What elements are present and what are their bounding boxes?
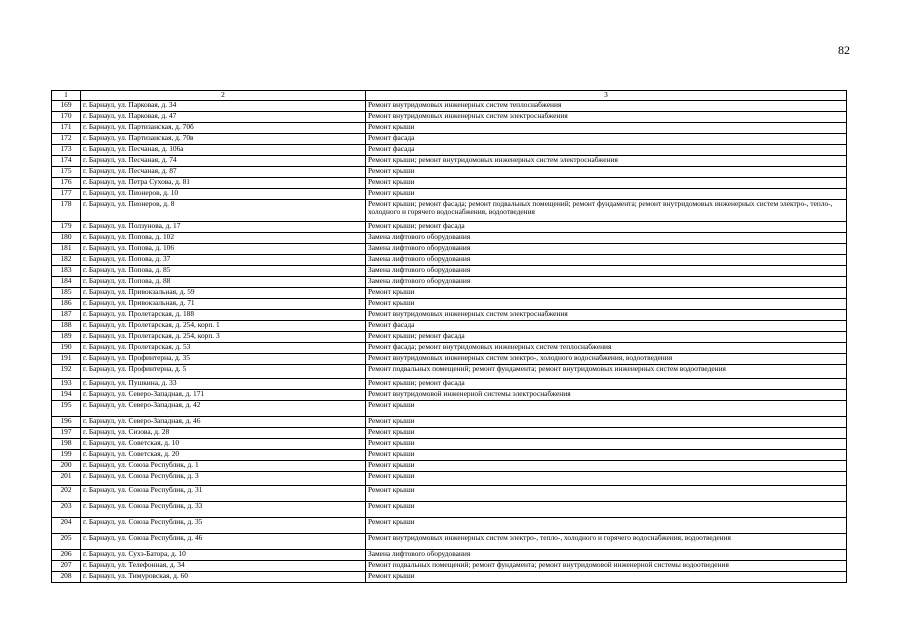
row-work-type: Ремонт крыши: [366, 416, 847, 427]
row-work-type: Ремонт крыши: [366, 177, 847, 188]
row-work-type: Ремонт крыши: [366, 485, 847, 501]
row-address: г. Барнаул, ул. Привокзальная, д. 71: [81, 298, 366, 309]
table-row: [52, 438, 847, 449]
header-col-3: 3: [366, 91, 847, 101]
row-number: 175: [52, 166, 81, 177]
table-row: [52, 155, 847, 166]
table-row: [52, 331, 847, 342]
row-address: г. Барнаул, ул. Пушкина, д. 33: [81, 378, 366, 389]
row-number: 206: [52, 549, 81, 560]
row-number: 181: [52, 243, 81, 254]
row-address: г. Барнаул, ул. Попова, д. 88: [81, 276, 366, 287]
row-work-type: Ремонт внутридомовой инженерной системы электроснабжения: [366, 389, 847, 400]
row-number: 179: [52, 221, 81, 232]
row-address: г. Барнаул, ул. Союза Республик, д. 35: [81, 517, 366, 533]
repair-registry-table: [51, 90, 847, 583]
row-number: 200: [52, 460, 81, 471]
row-number: 178: [52, 199, 81, 221]
row-number: 182: [52, 254, 81, 265]
row-number: 191: [52, 353, 81, 364]
row-address: г. Барнаул, ул. Пролетарская, д. 53: [81, 342, 366, 353]
row-address: г. Барнаул, ул. Союза Республик, д. 33: [81, 501, 366, 517]
row-number: 184: [52, 276, 81, 287]
table-body: [52, 100, 847, 582]
row-number: 185: [52, 287, 81, 298]
table-row: [52, 177, 847, 188]
row-work-type: Ремонт крыши: [366, 449, 847, 460]
row-address: г. Барнаул, ул. Попова, д. 106: [81, 243, 366, 254]
table-row: [52, 166, 847, 177]
row-address: г. Барнаул, ул. Парковая, д. 47: [81, 111, 366, 122]
row-number: 170: [52, 111, 81, 122]
row-work-type: Ремонт внутридомовых инженерных систем электро-, холодного водоснабжения, водоотведения: [366, 353, 847, 364]
row-work-type: Ремонт подвальных помещений; ремонт фундамента; ремонт внутридомовой инженерной системы водоотведения: [366, 560, 847, 571]
row-number: 197: [52, 427, 81, 438]
row-address: г. Барнаул, ул. Северо-Западная, д. 171: [81, 389, 366, 400]
row-work-type: Ремонт внутридомовых инженерных систем электроснабжения: [366, 309, 847, 320]
row-work-type: Ремонт крыши: [366, 517, 847, 533]
row-work-type: Ремонт крыши: [366, 287, 847, 298]
table-row: [52, 416, 847, 427]
table-row: [52, 471, 847, 485]
row-work-type: Ремонт крыши; ремонт фасада: [366, 378, 847, 389]
row-number: 176: [52, 177, 81, 188]
row-number: 190: [52, 342, 81, 353]
row-work-type: Замена лифтового оборудования: [366, 254, 847, 265]
row-number: 208: [52, 571, 81, 582]
row-address: г. Барнаул, ул. Привокзальная, д. 59: [81, 287, 366, 298]
table-row: [52, 460, 847, 471]
row-address: г. Барнаул, ул. Пионеров, д. 10: [81, 188, 366, 199]
table-row: [52, 560, 847, 571]
row-address: г. Барнаул, ул. Попова, д. 102: [81, 232, 366, 243]
table-row: [52, 378, 847, 389]
row-number: 203: [52, 501, 81, 517]
table-row: [52, 485, 847, 501]
row-number: 189: [52, 331, 81, 342]
row-number: 186: [52, 298, 81, 309]
row-address: г. Барнаул, ул. Попова, д. 37: [81, 254, 366, 265]
row-number: 201: [52, 471, 81, 485]
header-col-1: 1: [52, 91, 81, 101]
row-number: 174: [52, 155, 81, 166]
header-row: [52, 91, 847, 101]
table-header: [52, 91, 847, 101]
table-row: [52, 144, 847, 155]
table-row: [52, 364, 847, 378]
table-row: [52, 111, 847, 122]
row-work-type: Ремонт крыши: [366, 438, 847, 449]
row-number: 180: [52, 232, 81, 243]
table-row: [52, 571, 847, 582]
row-address: г. Барнаул, ул. Северо-Западная, д. 42: [81, 400, 366, 416]
table-row: [52, 517, 847, 533]
table-row: [52, 389, 847, 400]
row-address: г. Барнаул, ул. Тимуровская, д. 60: [81, 571, 366, 582]
row-address: г. Барнаул, ул. Профинтерна, д. 5: [81, 364, 366, 378]
row-work-type: Ремонт фасада: [366, 144, 847, 155]
table-row: [52, 449, 847, 460]
row-work-type: Ремонт крыши: [366, 427, 847, 438]
row-work-type: Ремонт фасада: [366, 320, 847, 331]
row-address: г. Барнаул, ул. Петра Сухова, д. 81: [81, 177, 366, 188]
row-work-type: Замена лифтового оборудования: [366, 232, 847, 243]
row-address: г. Барнаул, ул. Сухэ-Батора, д. 10: [81, 549, 366, 560]
row-address: г. Барнаул, ул. Пролетарская, д. 188: [81, 309, 366, 320]
row-number: 183: [52, 265, 81, 276]
row-address: г. Барнаул, ул. Телефонная, д. 34: [81, 560, 366, 571]
row-work-type: Ремонт крыши: [366, 400, 847, 416]
row-work-type: Ремонт крыши: [366, 460, 847, 471]
row-address: г. Барнаул, ул. Пионеров, д. 8: [81, 199, 366, 221]
table-row: [52, 100, 847, 111]
row-number: 169: [52, 100, 81, 111]
table-row: [52, 298, 847, 309]
row-work-type: Ремонт фасада; ремонт внутридомовых инженерных систем теплоснабжения: [366, 342, 847, 353]
table-row: [52, 243, 847, 254]
row-work-type: Ремонт крыши; ремонт внутридомовых инженерных систем электроснабжения: [366, 155, 847, 166]
table-row: [52, 254, 847, 265]
table-row: [52, 265, 847, 276]
row-work-type: Ремонт крыши; ремонт фасада: [366, 331, 847, 342]
row-number: 187: [52, 309, 81, 320]
row-work-type: Ремонт крыши: [366, 188, 847, 199]
row-address: г. Барнаул, ул. Союза Республик, д. 3: [81, 471, 366, 485]
table-row: [52, 232, 847, 243]
row-work-type: Замена лифтового оборудования: [366, 243, 847, 254]
row-address: г. Барнаул, ул. Союза Республик, д. 46: [81, 533, 366, 549]
row-work-type: Ремонт крыши: [366, 501, 847, 517]
row-address: г. Барнаул, ул. Советская, д. 20: [81, 449, 366, 460]
row-work-type: Ремонт крыши: [366, 122, 847, 133]
table-row: [52, 188, 847, 199]
row-work-type: Ремонт крыши: [366, 571, 847, 582]
row-address: г. Барнаул, ул. Партизанская, д. 70б: [81, 122, 366, 133]
row-number: 195: [52, 400, 81, 416]
row-number: 198: [52, 438, 81, 449]
row-number: 188: [52, 320, 81, 331]
row-address: г. Барнаул, ул. Союза Республик, д. 1: [81, 460, 366, 471]
row-number: 207: [52, 560, 81, 571]
table-row: [52, 533, 847, 549]
page-number: 82: [838, 43, 850, 57]
row-address: г. Барнаул, ул. Северо-Западная, д. 46: [81, 416, 366, 427]
table-row: [52, 287, 847, 298]
table-row: [52, 501, 847, 517]
table-row: [52, 549, 847, 560]
row-number: 172: [52, 133, 81, 144]
table-row: [52, 133, 847, 144]
row-number: 192: [52, 364, 81, 378]
row-number: 199: [52, 449, 81, 460]
row-number: 205: [52, 533, 81, 549]
row-work-type: Ремонт крыши: [366, 166, 847, 177]
table-row: [52, 320, 847, 331]
row-address: г. Барнаул, ул. Песчаная, д. 74: [81, 155, 366, 166]
row-address: г. Барнаул, ул. Ползунова, д. 17: [81, 221, 366, 232]
table-row: [52, 342, 847, 353]
table-row: [52, 199, 847, 221]
row-address: г. Барнаул, ул. Сизова, д. 28: [81, 427, 366, 438]
row-work-type: Ремонт фасада: [366, 133, 847, 144]
row-address: г. Барнаул, ул. Профинтерна, д. 35: [81, 353, 366, 364]
table-row: [52, 221, 847, 232]
table-row: [52, 276, 847, 287]
row-number: 193: [52, 378, 81, 389]
row-address: г. Барнаул, ул. Пролетарская, д. 254, корп. 1: [81, 320, 366, 331]
row-number: 171: [52, 122, 81, 133]
row-number: 202: [52, 485, 81, 501]
row-address: г. Барнаул, ул. Попова, д. 85: [81, 265, 366, 276]
row-work-type: Замена лифтового оборудования: [366, 276, 847, 287]
row-number: 173: [52, 144, 81, 155]
row-number: 196: [52, 416, 81, 427]
row-number: 194: [52, 389, 81, 400]
table-row: [52, 309, 847, 320]
row-number: 177: [52, 188, 81, 199]
row-work-type: Ремонт внутридомовых инженерных систем теплоснабжения: [366, 100, 847, 111]
row-address: г. Барнаул, ул. Песчаная, д. 106а: [81, 144, 366, 155]
row-work-type: Замена лифтового оборудования: [366, 265, 847, 276]
row-address: г. Барнаул, ул. Партизанская, д. 70в: [81, 133, 366, 144]
table-row: [52, 400, 847, 416]
table-row: [52, 122, 847, 133]
row-work-type: Замена лифтового оборудования: [366, 549, 847, 560]
row-address: г. Барнаул, ул. Пролетарская, д. 254, корп. 3: [81, 331, 366, 342]
row-address: г. Барнаул, ул. Парковая, д. 34: [81, 100, 366, 111]
header-col-2: 2: [81, 91, 366, 101]
row-address: г. Барнаул, ул. Советская, д. 10: [81, 438, 366, 449]
row-work-type: Ремонт крыши; ремонт фасада: [366, 221, 847, 232]
table-row: [52, 353, 847, 364]
row-work-type: Ремонт внутридомовых инженерных систем электро-, тепло-, холодного и горячего водоснабжения, водоотведения: [366, 533, 847, 549]
row-work-type: Ремонт внутридомовых инженерных систем электроснабжения: [366, 111, 847, 122]
row-address: г. Барнаул, ул. Песчаная, д. 87: [81, 166, 366, 177]
row-work-type: Ремонт крыши; ремонт фасада; ремонт подвальных помещений; ремонт фундамента; ремонт внутридомовых инженерных систем электро-, тепло-, холодного и горячего водоснабжения, водоотведения: [366, 199, 847, 221]
row-address: г. Барнаул, ул. Союза Республик, д. 31: [81, 485, 366, 501]
row-number: 204: [52, 517, 81, 533]
row-work-type: Ремонт подвальных помещений; ремонт фундамента; ремонт внутридомовых инженерных систем водоотведения: [366, 364, 847, 378]
row-work-type: Ремонт крыши: [366, 471, 847, 485]
table-row: [52, 427, 847, 438]
row-work-type: Ремонт крыши: [366, 298, 847, 309]
